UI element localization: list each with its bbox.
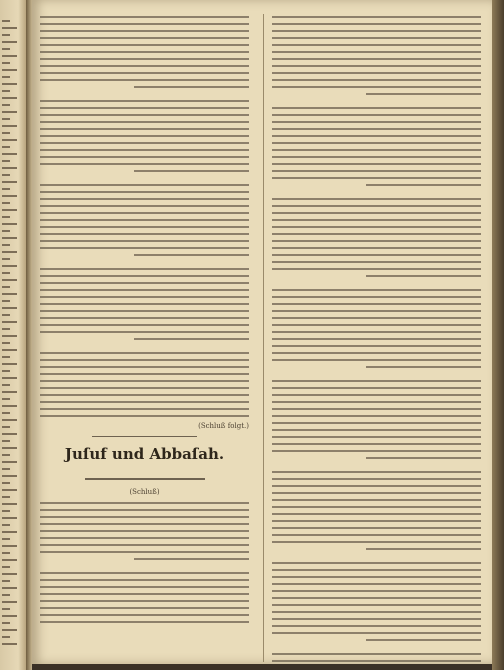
text-line: [272, 23, 481, 25]
text-line: [272, 450, 481, 452]
text-line: [40, 401, 249, 403]
previous-page-line: [2, 223, 17, 225]
previous-page-line: [2, 27, 17, 29]
previous-page-line: [2, 104, 10, 106]
previous-page-line: [2, 643, 17, 645]
text-line: [134, 170, 249, 172]
text-line: [272, 79, 481, 81]
previous-page-line: [2, 244, 10, 246]
paragraph-gap: [272, 373, 481, 380]
text-line: [40, 359, 249, 361]
previous-page-line: [2, 363, 17, 365]
paragraph-gap: [40, 345, 249, 352]
text-line: [366, 184, 481, 186]
text-line: [272, 394, 481, 396]
text-line: [40, 600, 249, 602]
text-line: [40, 579, 249, 581]
previous-page-line: [2, 34, 10, 36]
text-line: [272, 499, 481, 501]
previous-page-line: [2, 559, 17, 561]
previous-page-line: [2, 321, 17, 323]
previous-page-line: [2, 216, 10, 218]
previous-page-line: [2, 174, 10, 176]
conclusion-note: (Schluß): [129, 488, 160, 496]
previous-page-line: [2, 118, 10, 120]
text-line: [272, 114, 481, 116]
previous-page-line: [2, 391, 17, 393]
previous-page-line: [2, 279, 17, 281]
text-line: [40, 530, 249, 532]
previous-page-line: [2, 510, 10, 512]
previous-page-line: [2, 608, 10, 610]
text-line: [272, 541, 481, 543]
previous-page-line: [2, 587, 17, 589]
text-line: [366, 548, 481, 550]
previous-page-line: [2, 90, 10, 92]
text-line: [40, 282, 249, 284]
previous-page-line: [2, 398, 10, 400]
previous-page-line: [2, 272, 10, 274]
text-line: [40, 219, 249, 221]
text-line: [40, 79, 249, 81]
previous-page-line: [2, 62, 10, 64]
text-line: [40, 415, 249, 417]
text-line: [272, 597, 481, 599]
paragraph-gap: [272, 100, 481, 107]
text-line: [272, 233, 481, 235]
text-line: [40, 156, 249, 158]
text-line: [40, 317, 249, 319]
text-line: [272, 506, 481, 508]
previous-page-line: [2, 377, 17, 379]
previous-page-line: [2, 181, 17, 183]
text-line: [272, 520, 481, 522]
text-line: [40, 523, 249, 525]
text-line: [272, 261, 481, 263]
text-line: [40, 544, 249, 546]
text-line: [272, 338, 481, 340]
text-line: [40, 240, 249, 242]
previous-page-line: [2, 188, 10, 190]
text-line: [40, 310, 249, 312]
text-line: [366, 93, 481, 95]
text-line: [40, 373, 249, 375]
previous-page-line: [2, 629, 17, 631]
previous-page-line: [2, 447, 17, 449]
text-line: [40, 586, 249, 588]
text-line: [366, 457, 481, 459]
text-line: [40, 289, 249, 291]
text-line: [272, 660, 481, 662]
previous-page-line: [2, 475, 17, 477]
text-line: [40, 23, 249, 25]
text-line: [40, 621, 249, 623]
text-block-bottom-left: [40, 502, 249, 623]
previous-page-line: [2, 328, 10, 330]
column-rule: [263, 14, 264, 662]
text-line: [272, 310, 481, 312]
text-line: [272, 226, 481, 228]
text-line: [272, 618, 481, 620]
previous-page-line: [2, 209, 17, 211]
previous-page-line: [2, 405, 17, 407]
text-line: [272, 331, 481, 333]
paragraph-gap: [40, 261, 249, 268]
text-line: [272, 569, 481, 571]
text-line: [272, 240, 481, 242]
text-line: [272, 16, 481, 18]
text-line: [272, 205, 481, 207]
text-line: [40, 51, 249, 53]
byline: [40, 465, 249, 484]
text-line: [272, 72, 481, 74]
text-line: [272, 198, 481, 200]
paragraph-gap: [272, 464, 481, 471]
previous-page-line: [2, 433, 17, 435]
text-line: [40, 37, 249, 39]
text-line: [272, 303, 481, 305]
previous-page-line: [2, 139, 17, 141]
previous-page-line: [2, 314, 10, 316]
previous-page-line: [2, 265, 17, 267]
text-line: [40, 551, 249, 553]
section-divider: [92, 436, 197, 437]
previous-page-line: [2, 293, 17, 295]
text-line: [40, 128, 249, 130]
text-line: [40, 212, 249, 214]
text-line: [272, 359, 481, 361]
paragraph-gap: [272, 646, 481, 653]
previous-page-line: [2, 517, 17, 519]
text-line: [40, 247, 249, 249]
article-headline: Juſuf und Abbaſah.: [64, 445, 225, 463]
text-line: [272, 401, 481, 403]
text-line: [272, 177, 481, 179]
previous-page-line: [2, 356, 10, 358]
text-line: [272, 247, 481, 249]
text-line: [272, 58, 481, 60]
previous-page-line: [2, 419, 17, 421]
text-line: [40, 44, 249, 46]
text-line: [272, 296, 481, 298]
text-line: [366, 639, 481, 641]
paragraph-gap: [40, 565, 249, 572]
text-line: [272, 422, 481, 424]
previous-page-line: [2, 531, 17, 533]
text-line: [272, 485, 481, 487]
text-line: [366, 366, 481, 368]
text-line: [40, 135, 249, 137]
text-line: [272, 121, 481, 123]
text-line: [272, 65, 481, 67]
text-line: [272, 534, 481, 536]
text-line: [40, 72, 249, 74]
text-line: [40, 614, 249, 616]
text-line: [272, 471, 481, 473]
previous-page-line: [2, 258, 10, 260]
previous-page-line: [2, 251, 17, 253]
previous-page-line: [2, 524, 10, 526]
text-line: [272, 380, 481, 382]
previous-page-line: [2, 97, 17, 99]
page-edge: [492, 0, 504, 670]
text-line: [272, 268, 481, 270]
text-line: [272, 345, 481, 347]
text-line: [272, 443, 481, 445]
previous-page-line: [2, 83, 17, 85]
previous-page-line: [2, 20, 10, 22]
previous-page-line: [2, 468, 10, 470]
text-line: [40, 394, 249, 396]
text-line: [272, 611, 481, 613]
left-column: [40, 16, 249, 628]
page: [32, 0, 492, 664]
text-line: [272, 436, 481, 438]
text-line: [40, 198, 249, 200]
text-line: [272, 429, 481, 431]
text-line: [272, 408, 481, 410]
previous-page-line: [2, 125, 17, 127]
text-line: [272, 44, 481, 46]
previous-page-line: [2, 636, 10, 638]
previous-page-line: [2, 482, 10, 484]
text-line: [40, 275, 249, 277]
text-line: [272, 324, 481, 326]
text-line: [40, 142, 249, 144]
text-line: [272, 128, 481, 130]
text-line: [40, 366, 249, 368]
text-line: [40, 352, 249, 354]
text-line: [40, 149, 249, 151]
previous-page-line: [2, 41, 17, 43]
text-line: [272, 317, 481, 319]
text-line: [272, 387, 481, 389]
text-line: [134, 254, 249, 256]
text-line: [272, 51, 481, 53]
previous-page-line: [2, 160, 10, 162]
text-line: [40, 607, 249, 609]
previous-page-line: [2, 76, 10, 78]
previous-page-line: [2, 335, 17, 337]
previous-page-line: [2, 342, 10, 344]
text-line: [134, 86, 249, 88]
previous-page-line: [2, 384, 10, 386]
text-line: [272, 30, 481, 32]
previous-page-line: [2, 580, 10, 582]
previous-page-line: [2, 538, 10, 540]
text-line: [40, 114, 249, 116]
text-line: [40, 191, 249, 193]
previous-page-line: [2, 552, 10, 554]
text-line: [40, 58, 249, 60]
paragraph-gap: [40, 93, 249, 100]
text-line: [40, 30, 249, 32]
text-line: [40, 509, 249, 511]
previous-page-line: [2, 489, 17, 491]
previous-page-line: [2, 230, 10, 232]
text-line: [40, 593, 249, 595]
text-line: [272, 653, 481, 655]
previous-page-line: [2, 153, 17, 155]
text-line: [272, 583, 481, 585]
previous-page-strip: [0, 0, 27, 670]
previous-page-line: [2, 202, 10, 204]
text-line: [40, 324, 249, 326]
text-line: [40, 226, 249, 228]
previous-page-line: [2, 545, 17, 547]
previous-page-line: [2, 601, 17, 603]
text-line: [272, 625, 481, 627]
previous-page-line: [2, 111, 17, 113]
text-line: [272, 590, 481, 592]
previous-page-line: [2, 370, 10, 372]
previous-page-line: [2, 496, 10, 498]
text-line: [272, 107, 481, 109]
text-line: [272, 37, 481, 39]
paragraph-gap: [272, 191, 481, 198]
text-line: [40, 205, 249, 207]
text-line: [40, 184, 249, 186]
paragraph-gap: [272, 555, 481, 562]
text-line: [272, 170, 481, 172]
text-block-top-left: [40, 16, 249, 417]
previous-page-line: [2, 615, 17, 617]
text-line: [272, 352, 481, 354]
text-line: [40, 296, 249, 298]
previous-page-line: [2, 237, 17, 239]
text-line: [134, 558, 249, 560]
previous-page-line: [2, 594, 10, 596]
text-line: [40, 516, 249, 518]
text-line: [272, 135, 481, 137]
previous-page-line: [2, 622, 10, 624]
text-line: [272, 604, 481, 606]
text-line: [272, 513, 481, 515]
text-line: [40, 107, 249, 109]
text-line: [40, 537, 249, 539]
text-line: [40, 233, 249, 235]
previous-page-line: [2, 167, 17, 169]
previous-page-line: [2, 55, 17, 57]
text-line: [40, 502, 249, 504]
text-line: [272, 86, 481, 88]
text-line: [272, 478, 481, 480]
previous-page-line: [2, 286, 10, 288]
text-line: [40, 65, 249, 67]
text-line: [40, 268, 249, 270]
text-line: [272, 492, 481, 494]
text-line: [272, 289, 481, 291]
text-line: [40, 303, 249, 305]
text-line: [272, 163, 481, 165]
text-line: [40, 16, 249, 18]
previous-page-line: [2, 349, 17, 351]
text-line: [272, 576, 481, 578]
text-line: [40, 572, 249, 574]
text-line: [272, 254, 481, 256]
text-line: [272, 562, 481, 564]
previous-page-line: [2, 146, 10, 148]
previous-page-line: [2, 454, 10, 456]
text-line: [40, 408, 249, 410]
text-line: [40, 100, 249, 102]
text-line: [40, 380, 249, 382]
previous-page-line: [2, 503, 17, 505]
previous-page-line: [2, 307, 17, 309]
previous-page-line: [2, 566, 10, 568]
right-column: [272, 16, 481, 667]
text-line: [272, 142, 481, 144]
text-line: [272, 212, 481, 214]
previous-page-line: [2, 132, 10, 134]
previous-page-line: [2, 412, 10, 414]
text-line: [40, 387, 249, 389]
previous-page-line: [2, 426, 10, 428]
previous-page-line: [2, 440, 10, 442]
previous-page-line: [2, 461, 17, 463]
text-line: [134, 338, 249, 340]
continued-note: (Schluß folgt.): [198, 422, 249, 430]
text-line: [366, 275, 481, 277]
previous-page-line: [2, 300, 10, 302]
paragraph-gap: [272, 282, 481, 289]
text-line: [272, 632, 481, 634]
text-line: [272, 149, 481, 151]
text-line: [40, 163, 249, 165]
text-line: [272, 527, 481, 529]
text-block-right: [272, 16, 481, 662]
previous-page-line: [2, 195, 17, 197]
text-line: [272, 415, 481, 417]
previous-page-line: [2, 573, 17, 575]
text-line: [40, 121, 249, 123]
text-line: [40, 331, 249, 333]
paragraph-gap: [40, 177, 249, 184]
text-line: [272, 219, 481, 221]
text-line: [272, 156, 481, 158]
previous-page-line: [2, 48, 10, 50]
previous-page-line: [2, 69, 17, 71]
